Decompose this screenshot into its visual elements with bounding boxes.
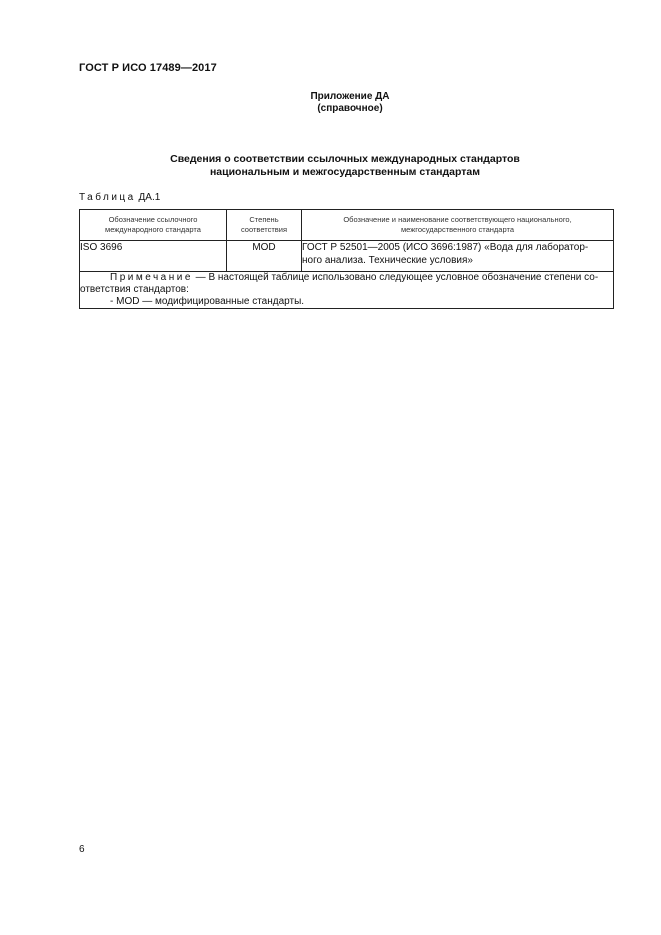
header-national-standard: Обозначение и наименование соответствующего национального, межгосударственного стандарта — [302, 210, 614, 241]
page-number: 6 — [79, 844, 85, 855]
appendix-label — [200, 91, 500, 115]
heading-line-2: национальным и межгосударственным стандартам — [209, 166, 481, 178]
heading-line-1: Сведения о соответствии ссылочных международных стандартов — [170, 153, 520, 165]
cell-reference-standard: ISO 3696 — [80, 241, 227, 272]
table-row — [80, 241, 614, 272]
cell-national-standard: ГОСТ Р 52501—2005 (ИСО 3696:1987) «Вода для лаборатор- ного анализа. Технические условия» — [302, 241, 614, 272]
table-note — [80, 272, 614, 309]
appendix-subtitle: (справочное) — [317, 103, 383, 114]
table-caption-id: ДА.1 — [138, 192, 161, 203]
note-lead: Примечание — [110, 272, 193, 283]
note-item: - MOD — модифицированные стандарты. — [110, 296, 305, 307]
note-text-1: — В настоящей таблице использовано следующее условное обозначение степени со- — [192, 272, 599, 283]
table-caption — [79, 192, 160, 203]
document-code: ГОСТ Р ИСО 17489—2017 — [79, 62, 217, 74]
appendix-title: Приложение ДА — [310, 91, 390, 102]
section-heading — [110, 153, 580, 179]
correspondence-table — [79, 209, 614, 309]
table-caption-word: Таблица — [79, 192, 136, 203]
table-note-row — [80, 272, 614, 309]
cell-degree: MOD — [227, 241, 302, 272]
header-degree-of-correspondence: Степень соответствия — [227, 210, 302, 241]
note-text-2: ответствия стандартов: — [80, 284, 189, 295]
table-header-row — [80, 210, 614, 241]
header-international-standard: Обозначение ссылочного международного стандарта — [80, 210, 227, 241]
